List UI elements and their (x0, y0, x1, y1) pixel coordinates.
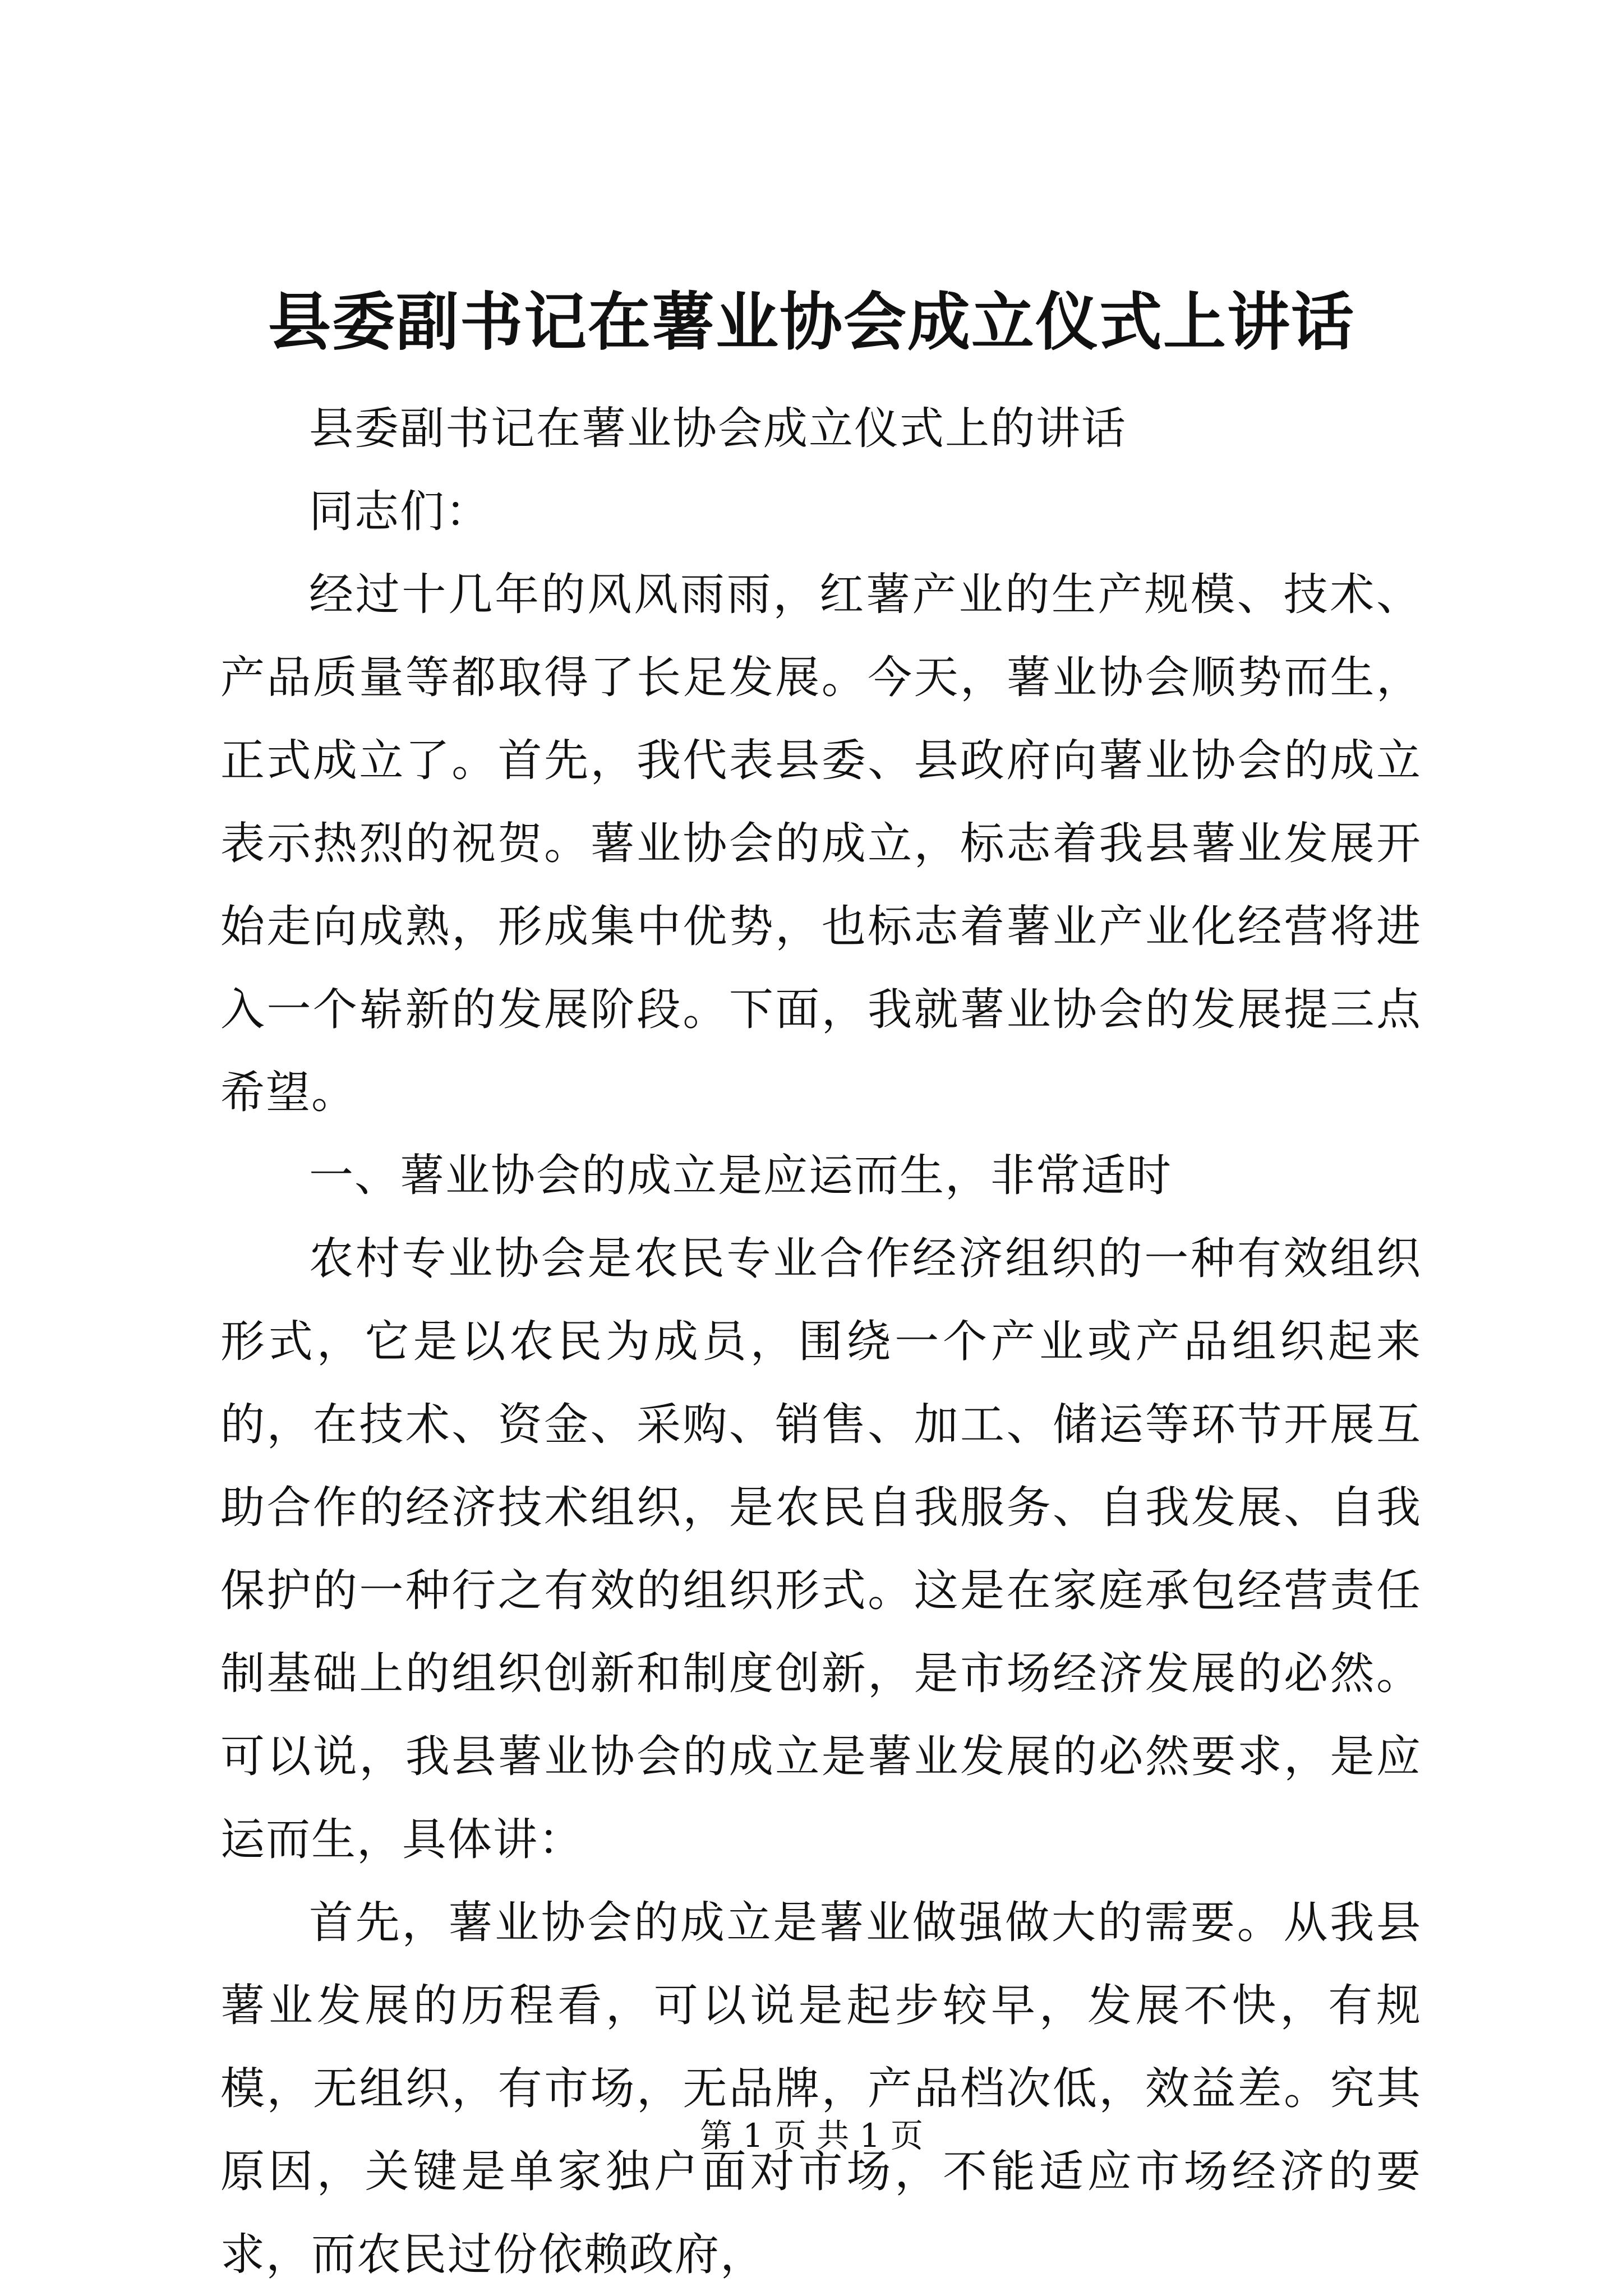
subtitle-paragraph: 县委副书记在薯业协会成立仪式上的讲话 (309, 403, 1127, 454)
page-footer: 第 1 页 共 1 页 (700, 2117, 923, 2155)
salutation-paragraph: 同志们： (309, 486, 491, 537)
body-paragraph: 首先，薯业协会的成立是薯业做强做大的需要。从我县薯业发展的历程看，可以说是起步较早，发展不快，有规模，无组织，有市场，无品牌，产品档次低，效益差。究其原因，关键是单家独户面对市场，不能适应市场经济的要求，而农民过份依赖政府， (220, 1897, 1422, 2280)
document-body (220, 387, 1422, 2296)
body-paragraph: 经过十几年的风风雨雨，红薯产业的生产规模、技术、产品质量等都取得了长足发展。今天，薯业协会顺势而生，正式成立了。首先，我代表县委、县政府向薯业协会的成立表示热烈的祝贺。薯业协会的成立，标志着我县薯业发展开始走向成熟，形成集中优势，也标志着薯业产业化经营将进入一个崭新的发展阶段。下面，我就薯业协会的发展提三点希望。 (220, 569, 1422, 1118)
body-paragraph: 农村专业协会是农民专业合作经济组织的一种有效组织形式，它是以农民为成员，围绕一个产业或产品组织起来的，在技术、资金、采购、销售、加工、储运等环节开展互助合作的经济技术组织，是农民自我服务、自我发展、自我保护的一种行之有效的组织形式。这是在家庭承包经营责任制基础上的组织创新和制度创新，是市场经济发展的必然。可以说，我县薯业协会的成立是薯业发展的必然要求，是应运而生，具体讲： (220, 1233, 1422, 1865)
document-title: 县委副书记在薯业协会成立仪式上讲话 (268, 285, 1355, 359)
section-heading: 一、薯业协会的成立是应运而生，非常适时 (309, 1150, 1172, 1201)
